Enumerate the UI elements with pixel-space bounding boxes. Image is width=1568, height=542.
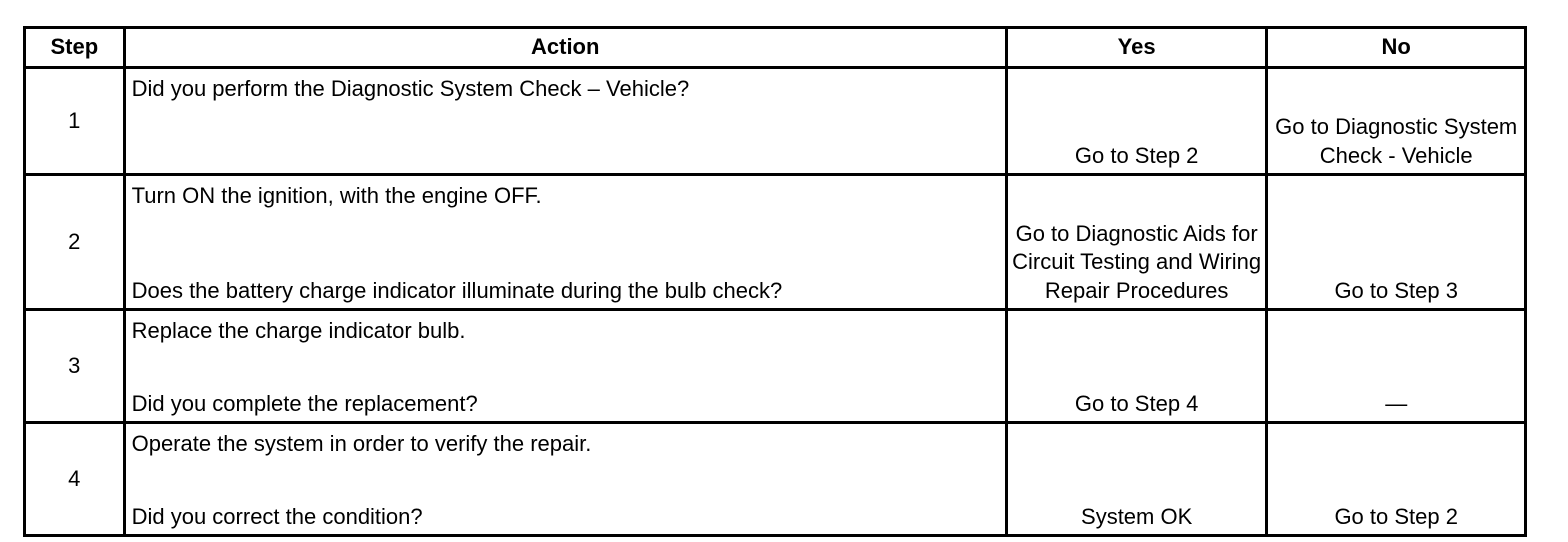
header-action: Action <box>124 28 1006 68</box>
action-cell <box>124 310 1006 423</box>
action-instruction: Turn ON the ignition, with the engine OFF. <box>131 183 542 208</box>
header-yes: Yes <box>1006 28 1267 68</box>
yes-result: Go to Step 2 <box>1006 68 1267 175</box>
action-cell <box>124 68 1006 175</box>
yes-result: Go to Diagnostic Aids for Circuit Testing and Wiring Repair Procedures <box>1006 175 1267 310</box>
no-result: — <box>1267 310 1526 423</box>
diagnostic-table <box>23 26 1527 537</box>
step-number: 3 <box>25 310 125 423</box>
action-question: Did you complete the replacement? <box>131 390 478 416</box>
action-instruction: Did you perform the Diagnostic System Check – Vehicle? <box>131 76 690 101</box>
action-cell <box>124 423 1006 536</box>
no-result: Go to Step 3 <box>1267 175 1526 310</box>
table-header-row <box>25 28 1526 68</box>
action-instruction: Replace the charge indicator bulb. <box>131 318 466 343</box>
action-question: Does the battery charge indicator illuminate during the bulb check? <box>131 277 783 303</box>
step-number: 2 <box>25 175 125 310</box>
header-step: Step <box>25 28 125 68</box>
table-row <box>25 175 1526 310</box>
table-row <box>25 310 1526 423</box>
header-no: No <box>1267 28 1526 68</box>
no-result: Go to Diagnostic System Check - Vehicle <box>1267 68 1526 175</box>
table-row <box>25 68 1526 175</box>
yes-result: System OK <box>1006 423 1267 536</box>
no-result: Go to Step 2 <box>1267 423 1526 536</box>
action-question: Did you correct the condition? <box>131 503 423 529</box>
action-cell <box>124 175 1006 310</box>
step-number: 4 <box>25 423 125 536</box>
yes-result: Go to Step 4 <box>1006 310 1267 423</box>
step-number: 1 <box>25 68 125 175</box>
action-instruction: Operate the system in order to verify the repair. <box>131 431 592 456</box>
table-row <box>25 423 1526 536</box>
